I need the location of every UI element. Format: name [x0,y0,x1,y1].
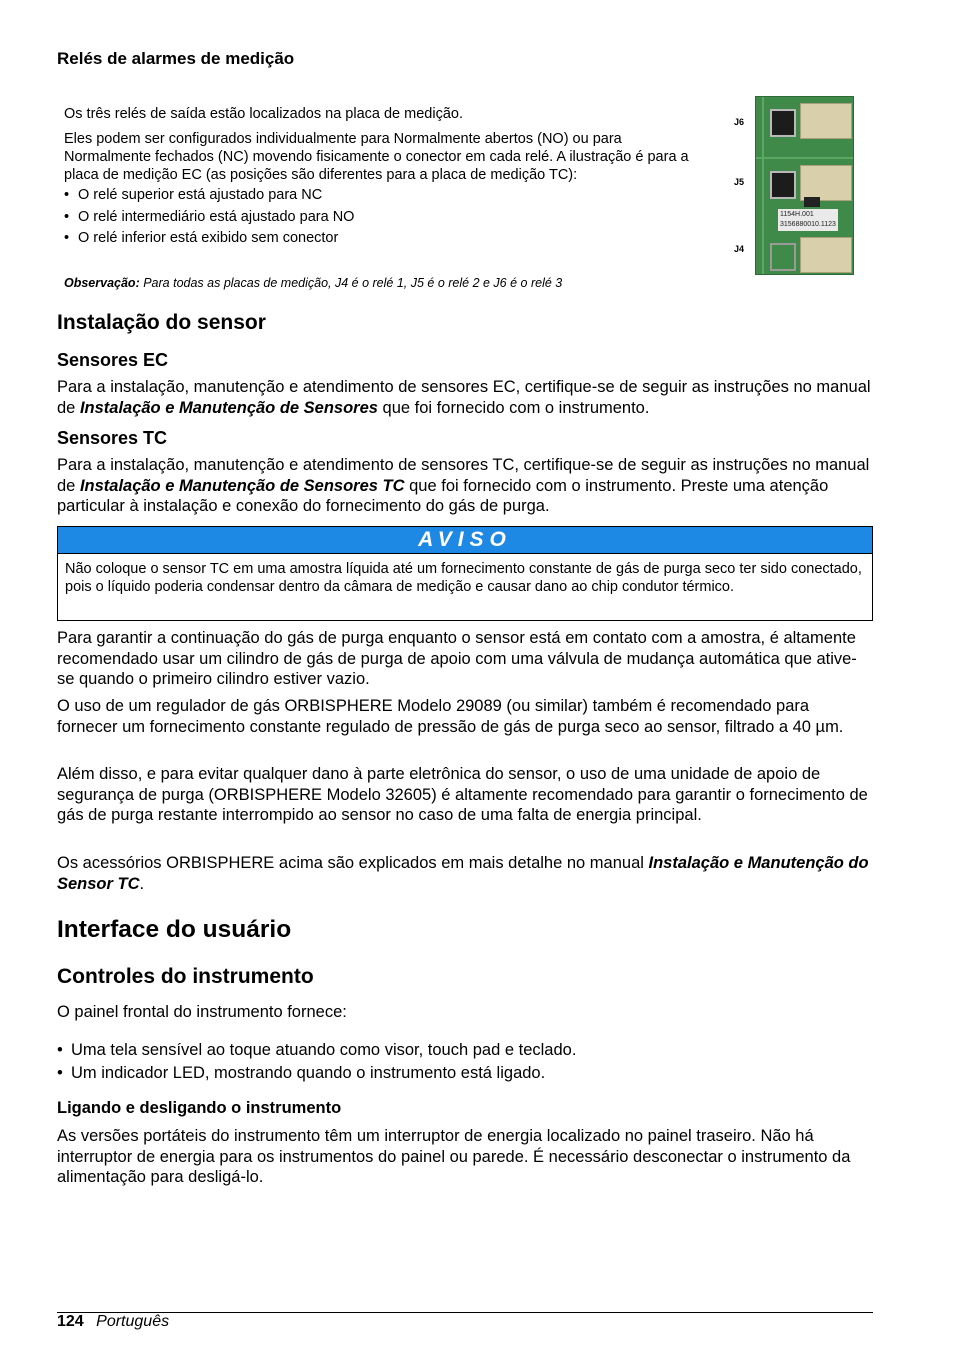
relay-j5 [800,165,852,201]
tc-manual-title: Instalação e Manutenção de Sensores TC [79,476,405,495]
power-text: As versões portáteis do instrumento têm um interruptor de energia localizado no painel traseiro. Não há interruptor de energia para os instrumentos do painel ou parede. É necessário desconectar o instrumento da alimentação para desligá-lo. [57,1127,851,1186]
relays-intro: Os três relés de saída estão localizados na placa de medição. [64,105,463,122]
j5-label: J5 [734,177,745,187]
connector-j5 [770,171,796,199]
controls-intro: O painel frontal do instrumento fornece: [57,1003,347,1021]
controls-heading: Controles do instrumento [57,965,314,988]
note-text: Para todas as placas de medição, J4 é o relé 1, J5 é o relé 2 e J6 é o relé 3 [143,275,563,290]
accessories-text: Os acessórios ORBISPHERE acima são explicados em mais detalhe no manual Instalação e Manutenção do Sensor TC. [57,854,869,893]
backup-cylinder-text: Para garantir a continuação do gás de purga enquanto o sensor está em contato com a amostra, é altamente recomendado usar um cilindro de gás de purga de apoio com uma válvula de mudança automática que ative-se quando o primeiro cilindro estiver vazio. [57,629,857,688]
note-label: Observação: [64,275,140,290]
list-item: • O relé inferior está exibido sem conector [58,228,708,250]
controls-bullet-list [51,1039,867,1084]
footer-divider [57,1312,873,1313]
relays-config-text: Eles podem ser configurados individualmente para Normalmente abertos (NO) ou para Normalmente fechados (NC) movendo fisicamente o conector em cada relé. A ilustração é para a placa de medição EC (as posições são diferentes para a placa de medição TC): [64,130,689,183]
connector-j6 [770,109,796,137]
power-heading: Ligando e desligando o instrumento [57,1099,342,1117]
connector-slot-j4 [770,243,796,271]
footer-language: Português [96,1313,170,1330]
j6-label: J6 [734,117,745,127]
tc-sensors-heading: Sensores TC [57,428,168,448]
tc-sensors-text: Para a instalação, manutenção e atendimento de sensores TC, certifique-se de seguir as instruções no manual de Instalação e Manutenção de Sensores TC que foi fornecido com o instrumento. Preste uma atenção particular à instalação e conexão do fornecimento do gás de purga. [57,456,870,515]
j4-label: J4 [734,244,745,254]
relay-j4 [800,237,852,273]
relays-note [64,276,562,291]
relay-j6 [800,103,852,139]
list-item: • Uma tela sensível ao toque atuando como visor, touch pad e teclado. [51,1039,867,1062]
warning-box [57,526,873,621]
page-footer [57,1313,169,1331]
warning-title: AVISO [58,527,872,554]
page-number: 124 [57,1313,84,1330]
regulator-text: O uso de um regulador de gás ORBISPHERE Modelo 29089 (ou similar) também é recomendado para fornecer um fornecimento constante regulado de pressão de gás de purga seco ao sensor, filtrado a 40 µm. [57,697,844,736]
ui-heading: Interface do usuário [57,916,292,943]
list-item: • O relé intermediário está ajustado para NO [58,207,708,229]
list-item: • Um indicador LED, mostrando quando o instrumento está ligado. [51,1062,867,1085]
ec-sensors-text: Para a instalação, manutenção e atendimento de sensores EC, certifique-se de seguir as instruções no manual de Instalação e Manutenção de Sensores que foi fornecido com o instrumento. [57,378,871,417]
ec-sensors-heading: Sensores EC [57,350,169,370]
warning-text: Não coloque o sensor TC em uma amostra líquida até um fornecimento constante de gás de purga seco ter sido conectado, pois o líquido poderia condensar dentro da câmara de medição e causar dano ao chip condutor térmico. [65,561,862,595]
ec-manual-title: Instalação e Manutenção de Sensores [79,398,378,417]
accessories-manual-title: Instalação e Manutenção do Sensor TC [57,854,869,893]
relay-board-image [755,96,854,275]
relays-bullet-list [58,185,708,250]
board-label: 1154H.001 3156880010.1123 [778,209,838,231]
list-item: • O relé superior está ajustado para NC [58,185,708,207]
sensor-install-heading: Instalação do sensor [57,311,266,334]
safety-unit-text: Além disso, e para evitar qualquer dano à parte eletrônica do sensor, o uso de uma unidade de apoio de segurança de purga (ORBISPHERE Modelo 32605) é altamente recomendado para garantir o fornecimento de gás de purga restante interrompido ao sensor no caso de uma falta de energia principal. [57,765,868,824]
relays-heading: Relés de alarmes de medição [57,49,295,68]
